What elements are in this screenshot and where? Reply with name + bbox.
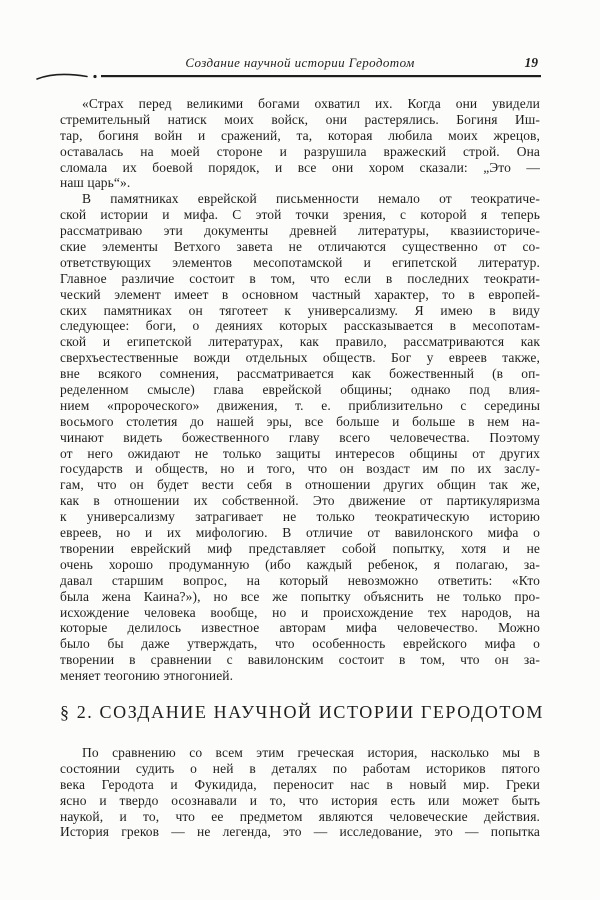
- running-title: Создание научной истории Геродотом: [185, 55, 415, 70]
- text-line: В памятниках еврейской письменности немало от теократиче-: [82, 191, 540, 207]
- text-line: вне всякого сомнения, рассматривается как божественный (в оп-: [60, 366, 540, 382]
- text-line: гам, что он будет вести себя в отношении других общин так же,: [60, 477, 540, 493]
- text-line: государств и обществ, но и того, что он воздаст им по их заслу-: [60, 461, 540, 477]
- text-line: века Геродота и Фукидида, переносит нас в новый мир. Греки: [60, 776, 540, 792]
- text-line: творении еврейский миф представляет собой попытку, хотя и не: [60, 540, 540, 556]
- paragraph: [60, 96, 540, 191]
- text-line: наш царь“».: [60, 175, 131, 191]
- text-line: «Страх перед великими богами охватил их. Когда они увидели: [82, 96, 540, 111]
- text-line: ответствующих элементов месопотамской и египетской литератур.: [60, 254, 540, 270]
- text-line: исхождение человека вообще, но и происхождение тех народов, на: [60, 604, 540, 620]
- text-line: нием «пророческого» движения, т. е. приблизительно с середины: [60, 397, 540, 413]
- text-line: оставалась на моей стороне и разрушила вражеский строй. Она: [60, 143, 540, 159]
- paragraphs-section-1: [60, 96, 540, 684]
- text-line: стремительный натиск моих войск, они растерялись. Богиня Иш-: [60, 111, 540, 127]
- text-line: История греков — не легенда, это — исследование, это — попытка: [60, 824, 540, 840]
- text-line: рассматриваю эти документы древней литературы, квазиисториче-: [60, 223, 540, 239]
- text-line: как в отношении их собственной. Это движение от партикуляризма: [60, 493, 540, 509]
- text-line: давал старшим вопрос, на который невозможно ответить: «Кто: [60, 572, 540, 588]
- text-line: была жена Каина?»), но все же попытку объяснить не только про-: [60, 588, 540, 604]
- section-heading: § 2. СОЗДАНИЕ НАУЧНОЙ ИСТОРИИ ГЕРОДОТОМ: [60, 701, 544, 722]
- text-line: ские элементы Ветхого завета не отличаются существенно от со-: [60, 239, 540, 255]
- text-block: [60, 96, 544, 840]
- page-number: 19: [524, 55, 538, 70]
- text-line: от него ожидают не только защиты интересов общины от других: [60, 445, 540, 461]
- text-line: творении в сравнении с вавилонским состоит в том, что он за-: [60, 652, 540, 668]
- paragraph: [60, 191, 540, 684]
- paragraph: [60, 745, 540, 840]
- text-line: наукой, и то, что ее предметом являются человеческие действия.: [60, 808, 540, 824]
- text-line: сверхъестественные вожди отдельных обществ. Бог у евреев также,: [60, 350, 540, 366]
- text-line: чинают видеть божественного главу всего человечества. Поэтому: [60, 429, 540, 445]
- text-line: восьмого столетия до нашей эры, все больше и больше в нем на-: [60, 413, 540, 429]
- text-line: состоянии судить о ней в деталях по работам историков пятого: [60, 760, 540, 776]
- text-line: ских памятниках он тяготеет к универсализму. Я имею в виду: [60, 302, 540, 318]
- paragraphs-section-2: [60, 745, 540, 840]
- text-line: было бы даже утверждать, что особенность еврейского мифа о: [60, 636, 540, 652]
- text-line: По сравнению со всем этим греческая история, насколько мы в: [82, 744, 540, 760]
- text-line: евреев, но и их мифологию. В отличие от вавилонского мифа о: [60, 525, 540, 541]
- text-line: к универсализму затрагивает не только теократическую историю: [60, 509, 540, 525]
- text-line: ределенном смысле) глава еврейской общины; однако под влия-: [60, 382, 540, 398]
- header-rule-line: [35, 70, 543, 82]
- text-line: ясно и твердо осознавали и то, что история есть или может быть: [60, 792, 540, 808]
- text-line: ской и египетской литературах, как правило, рассматриваются как: [60, 334, 540, 350]
- text-line: меняет теогонию этногонией.: [60, 668, 234, 684]
- text-line: очень хорошо продуманную (ибо каждый ребенок, я полагаю, за-: [60, 556, 540, 572]
- text-line: следующее: боги, о деяниях которых рассказывается в месопотам-: [60, 318, 540, 334]
- text-line: ской истории и мифа. С этой точки зрения, с которой я теперь: [60, 207, 540, 223]
- text-line: ческий элемент имеет в основном частный характер, то в европей-: [60, 286, 540, 302]
- text-line: сломала их боевой порядок, и все они хором сказали: „Это —: [60, 159, 540, 175]
- text-line: которые делилось известное авторам мифа человечество. Можно: [60, 620, 540, 636]
- text-line: Главное различие состоит в том, что если в последних теократи-: [60, 270, 540, 286]
- text-line: тар, богиня войн и сражений, та, которая любила моих жрецов,: [60, 127, 540, 143]
